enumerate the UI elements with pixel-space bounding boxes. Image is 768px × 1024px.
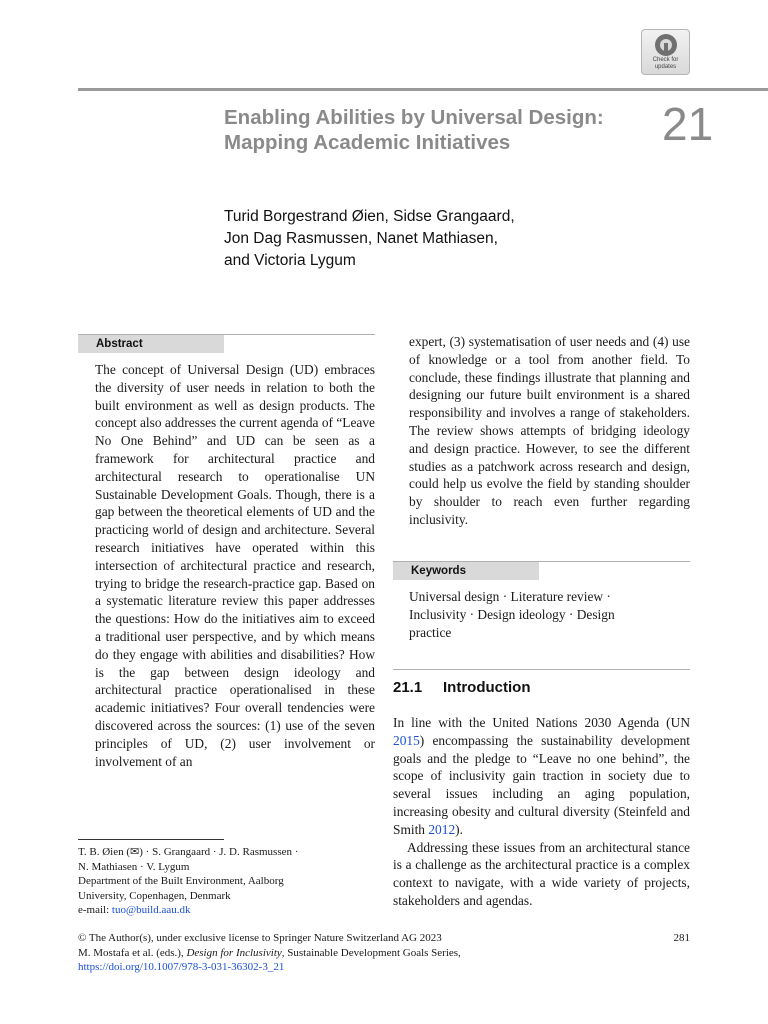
introduction-heading: [393, 678, 530, 698]
badge-line-2: updates: [654, 64, 677, 70]
header-rule: [78, 88, 768, 91]
intro-text-c: ).: [455, 821, 463, 837]
author-line-3: and Victoria Lygum: [224, 252, 356, 269]
keywords-line-1: Universal design · Literature review ·: [409, 589, 611, 604]
keywords-line-2: Inclusivity · Design ideology · Design: [409, 606, 615, 622]
author-line-2: Jon Dag Rasmussen, Nanet Mathiasen,: [224, 230, 498, 247]
footnote-line-2: N. Mathiasen · V. Lygum: [78, 860, 190, 873]
introduction-paragraph-1: [393, 714, 690, 839]
keywords-heading: Keywords: [393, 562, 539, 580]
citation-link-2015[interactable]: 2015: [393, 732, 420, 748]
email-link[interactable]: tuo@build.aau.dk: [111, 904, 191, 916]
author-affiliation-footnote: [78, 845, 368, 918]
introduction-rule: [393, 669, 690, 670]
author-list: [224, 206, 584, 272]
chapter-title: Enabling Abilities by Universal Design: Mapping Academic Initiatives: [224, 106, 604, 154]
book-series: , Sustainable Development Goals Series,: [281, 946, 461, 959]
book-citation-line: [78, 946, 690, 961]
keywords-list: [409, 588, 690, 641]
intro-text-b: ) encompassing the sustainability development goals and the pledge to “Leave no one behind”, the scope of inclusivity gain traction in society due to several issues including an aging population, increasing obesity and cultural diversity (Steinfeld and Smith: [393, 732, 690, 837]
check-for-updates-badge[interactable]: [641, 29, 690, 75]
email-label: e-mail:: [78, 904, 112, 916]
footnote-line-1: T. B. Øien (✉) · S. Grangaard · J. D. Rasmussen ·: [78, 846, 299, 858]
book-editors: M. Mostafa et al. (eds.),: [78, 946, 187, 959]
footnote-rule: [78, 839, 224, 840]
publication-footer: [78, 931, 690, 975]
book-title: Design for Inclusivity: [186, 946, 282, 959]
footnote-line-3: Department of the Built Environment, Aalborg: [78, 875, 284, 887]
chapter-number: 21: [662, 98, 714, 150]
introduction-paragraph-2: Addressing these issues from an architectural stance is a challenge as the architectural practice is a complex context to navigate, with a wide variety of projects, stakeholders and agendas.: [393, 839, 690, 908]
doi-line: [78, 960, 690, 975]
copyright-line: © The Author(s), under exclusive license to Springer Nature Switzerland AG 2023: [78, 932, 442, 944]
abstract-paragraph-left: The concept of Universal Design (UD) embraces the diversity of user needs in relation to both the built environment as well as design products. The concept also addresses the current agenda of “Leave No One Behind” and UD can be seen as a framework for architectural practice and architectural research to operationalise UN Sustainable Development Goals. Though, there is a gap between the theoretical elements of UD and the practicing world of design and architecture. Several research initiatives have operated within this intersection of architectural practice and research, trying to bridge the research-practice gap. Based on a systematic literature review this paper addresses the questions: How do the initiatives aim to exceed a traditional user perspective, and by which means do they engage with abilities and disabilities? How is the gap between design ideology and architectural practice operationalised in these academic initiatives? Four overall tendencies were discovered across the sources: (1) use of the seven principles of UD, (2) user involvement or involvement of an: [95, 362, 375, 769]
abstract-text-right: [409, 333, 690, 529]
citation-link-2012[interactable]: 2012: [428, 821, 456, 837]
check-for-updates-icon: [655, 34, 677, 56]
doi-link[interactable]: https://doi.org/10.1007/978-3-031-36302-3_21: [78, 961, 285, 973]
section-title: Introduction: [443, 679, 531, 696]
section-number: 21.1: [393, 679, 423, 696]
check-for-updates-label: [642, 57, 689, 71]
author-line-1: Turid Borgestrand Øien, Sidse Grangaard,: [224, 208, 515, 225]
abstract-heading: Abstract: [78, 335, 224, 353]
intro-text-a: In line with the United Nations 2030 Agenda (UN: [393, 715, 690, 730]
abstract-paragraph-right: expert, (3) systematisation of user needs and (4) use of knowledge or a tool from another field. To conclude, these findings illustrate that planning and designing our future built environment is a shared responsibility and involves a range of stakeholders. The review shows attempts of bridging ideology and design practice. However, to see the different studies as a patchwork across research and design, could help us evolve the field by standing shoulder by shoulder to reach even further regarding inclusivity.: [409, 334, 690, 527]
badge-line-1: Check for: [652, 57, 679, 63]
footnote-email-line: [78, 903, 368, 918]
introduction-body: [393, 714, 690, 910]
keywords-line-3: practice: [409, 624, 452, 640]
page-number: 281: [673, 932, 690, 944]
abstract-text-left: [95, 361, 375, 770]
footnote-line-4: University, Copenhagen, Denmark: [78, 889, 231, 902]
